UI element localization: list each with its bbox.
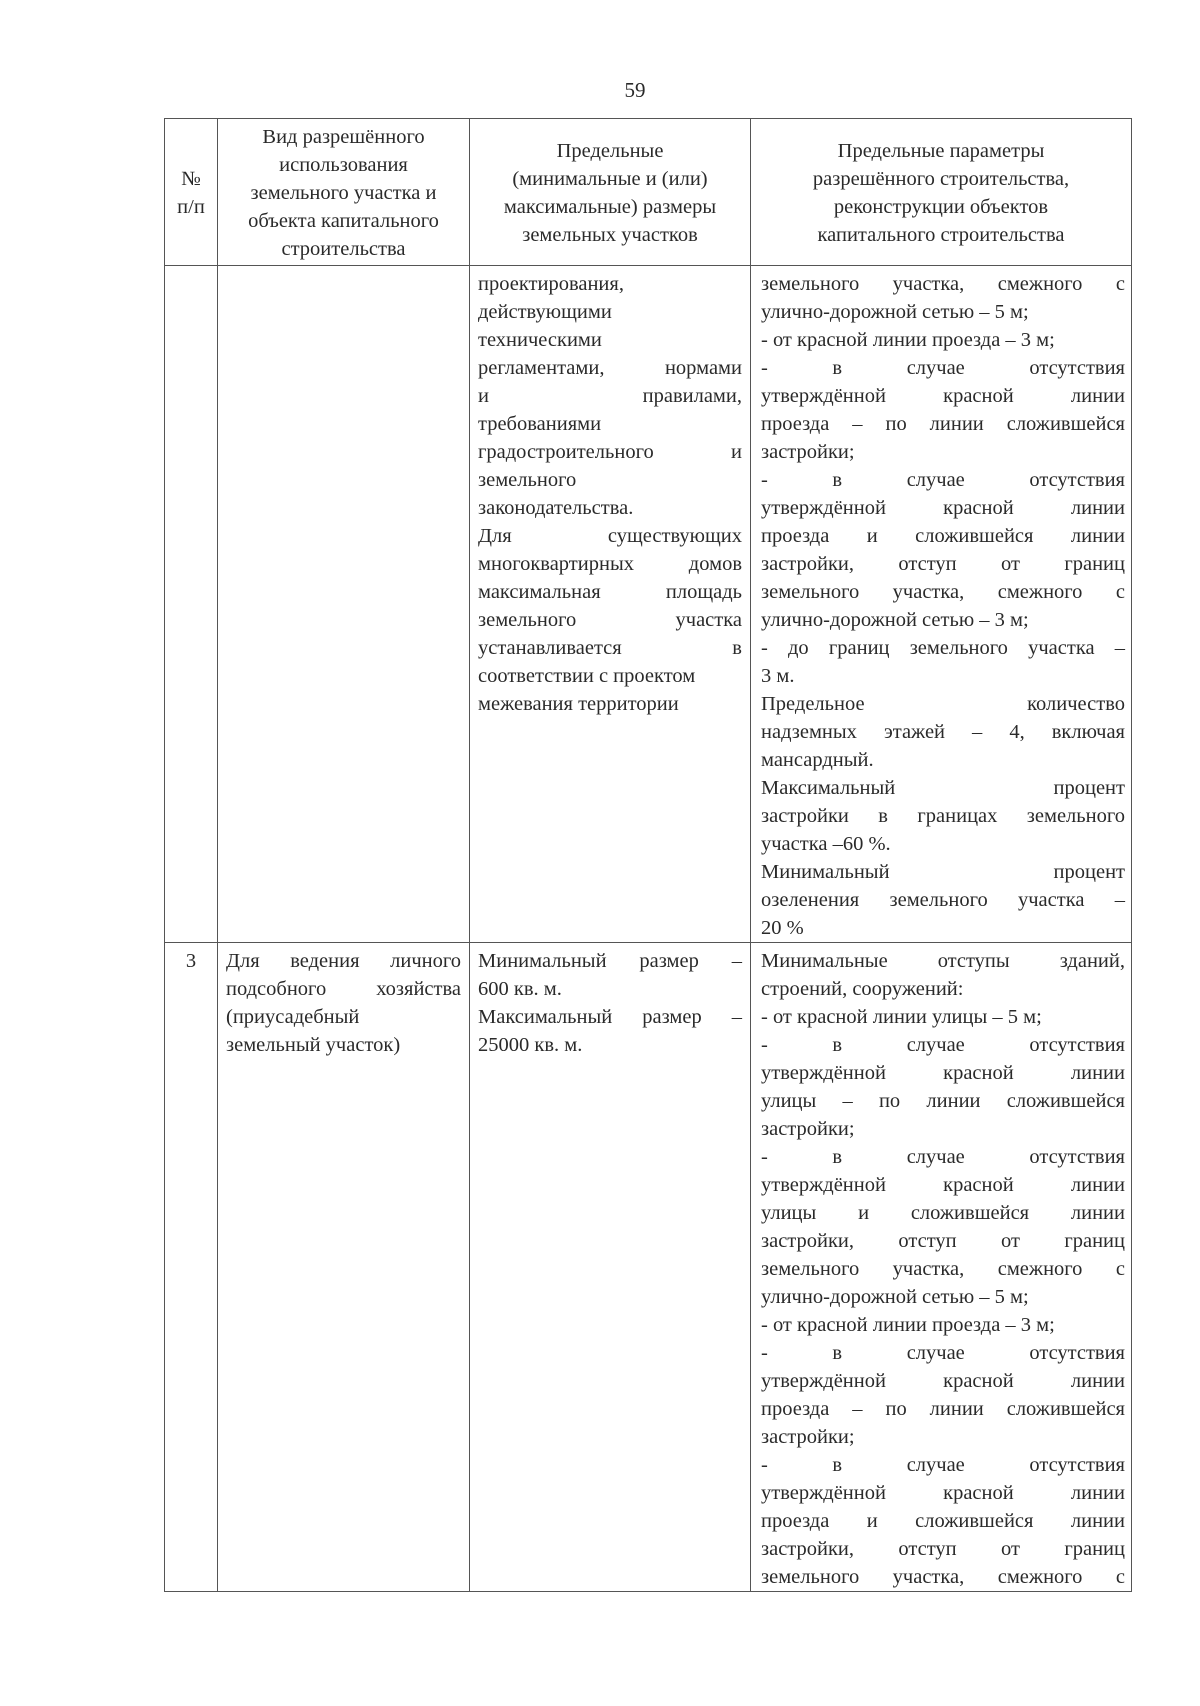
cell-line: проезда и сложившейся линии: [761, 1510, 1125, 1532]
cell-line: градостроительного и: [478, 441, 742, 463]
table-row: [165, 943, 1132, 1592]
cell-line: максимальная площадь: [478, 581, 742, 603]
cell-line: застройки в границах земельного: [761, 805, 1125, 827]
cell-line: - в случае отсутствия: [761, 1034, 1125, 1056]
cell-line: утверждённой красной линии: [761, 385, 1125, 407]
cell-line: улицы и сложившейся линии: [761, 1202, 1125, 1224]
cell-line: застройки, отступ от границ: [761, 1538, 1125, 1560]
cell-line: 600 кв. м.: [478, 978, 562, 1000]
header-line: земельного участка и: [250, 182, 437, 204]
cell-line: - в случае отсутствия: [761, 469, 1125, 491]
cell-line: требованиями: [478, 413, 602, 435]
cell-line: застройки;: [761, 1118, 855, 1140]
cell-line: законодательства.: [478, 497, 634, 519]
header-line: №: [181, 168, 201, 190]
cell-line: утверждённой красной линии: [761, 1482, 1125, 1504]
cell-number: [165, 266, 218, 943]
cell-line: застройки, отступ от границ: [761, 1230, 1125, 1252]
cell-line: участка –60 %.: [761, 833, 891, 855]
cell-line: улично-дорожной сетью – 5 м;: [761, 301, 1029, 323]
cell-line: Минимальный процент: [761, 861, 1125, 883]
header-line: максимальные) размеры: [503, 196, 717, 218]
cell-lines: [218, 266, 469, 270]
header-line: строительства: [281, 238, 406, 260]
cell-line: регламентами, нормами: [478, 357, 742, 379]
cell-line: утверждённой красной линии: [761, 1062, 1125, 1084]
cell-text: 3: [185, 950, 197, 972]
cell-line: устанавливается в: [478, 637, 742, 659]
cell-line: строений, сооружений:: [761, 978, 964, 1000]
cell-line: - от красной линии улицы – 5 м;: [761, 1006, 1042, 1028]
cell-land-use-type: [218, 943, 470, 1592]
cell-line: земельного участка: [478, 609, 742, 631]
cell-line: - в случае отсутствия: [761, 1146, 1125, 1168]
cell-line: подсобного хозяйства: [226, 978, 461, 1000]
cell-line: соответствии с проектом: [478, 665, 696, 687]
header-line: Вид разрешённого: [262, 126, 425, 148]
cell-line: мансардный.: [761, 749, 874, 771]
cell-line: проезда и сложившейся линии: [761, 525, 1125, 547]
cell-line: Для существующих: [478, 525, 742, 547]
cell-line: и правилами,: [478, 385, 742, 407]
cell-line: Максимальный процент: [761, 777, 1125, 799]
table-row: [165, 266, 1132, 943]
cell-line: Предельное количество: [761, 693, 1125, 715]
cell-line: утверждённой красной линии: [761, 1174, 1125, 1196]
cell-line: Максимальный размер –: [478, 1006, 742, 1028]
cell-line: - в случае отсутствия: [761, 1454, 1125, 1476]
regulations-table: [164, 118, 1132, 1592]
header-construction-params: [751, 119, 1132, 266]
header-number: [165, 119, 218, 266]
cell-line: Минимальные отступы зданий,: [761, 950, 1125, 972]
cell-line: - до границ земельного участка –: [761, 637, 1125, 659]
cell-number: [165, 943, 218, 1592]
cell-line: застройки;: [761, 441, 855, 463]
cell-line: Минимальный размер –: [478, 950, 742, 972]
cell-line: улично-дорожной сетью – 5 м;: [761, 1286, 1029, 1308]
table-header-row: [165, 119, 1132, 266]
header-land-use-type: [218, 119, 470, 266]
cell-line: земельного участка, смежного с: [761, 1566, 1125, 1588]
header-line: использования: [279, 154, 408, 176]
cell-line: улицы – по линии сложившейся: [761, 1090, 1125, 1112]
cell-line: застройки, отступ от границ: [761, 553, 1125, 575]
cell-line: надземных этажей – 4, включая: [761, 721, 1125, 743]
header-line: п/п: [177, 196, 205, 218]
cell-plot-sizes: [470, 266, 751, 943]
cell-line: проезда – по линии сложившейся: [761, 413, 1125, 435]
cell-line: 3 м.: [761, 665, 795, 687]
cell-line: техническими: [478, 329, 602, 351]
cell-construction-params: [751, 943, 1132, 1592]
cell-line: земельного участка, смежного с: [761, 1258, 1125, 1280]
cell-line: межевания территории: [478, 693, 679, 715]
cell-line: Для ведения личного: [226, 950, 461, 972]
cell-line: земельный участок): [226, 1034, 401, 1056]
page-number: 59: [624, 78, 646, 102]
header-line: Предельные: [556, 140, 664, 162]
header-line: объекта капитального: [248, 210, 439, 232]
cell-plot-sizes: [470, 943, 751, 1592]
header-line: Предельные параметры: [837, 140, 1045, 162]
cell-line: утверждённой красной линии: [761, 1370, 1125, 1392]
cell-line: 20 %: [761, 917, 804, 939]
header-line: (минимальные и (или): [512, 168, 708, 190]
cell-line: действующими: [478, 301, 612, 323]
cell-line: земельного: [478, 469, 577, 491]
cell-line: утверждённой красной линии: [761, 497, 1125, 519]
header-line: земельных участков: [522, 224, 698, 246]
cell-line: проезда – по линии сложившейся: [761, 1398, 1125, 1420]
cell-lines: [470, 266, 750, 718]
cell-text: [165, 266, 217, 270]
cell-line: (приусадебный: [226, 1006, 360, 1028]
cell-line: - в случае отсутствия: [761, 357, 1125, 379]
header-line: капитального строительства: [817, 224, 1065, 246]
cell-line: многоквартирных домов: [478, 553, 742, 575]
cell-construction-params: [751, 266, 1132, 943]
cell-lines: [218, 943, 469, 1059]
cell-line: земельного участка, смежного с: [761, 273, 1125, 295]
cell-line: озеленения земельного участка –: [761, 889, 1125, 911]
cell-line: улично-дорожной сетью – 3 м;: [761, 609, 1029, 631]
cell-lines: [470, 943, 750, 1059]
cell-line: - от красной линии проезда – 3 м;: [761, 1314, 1055, 1336]
cell-line: застройки;: [761, 1426, 855, 1448]
cell-line: - в случае отсутствия: [761, 1342, 1125, 1364]
header-line: реконструкции объектов: [833, 196, 1049, 218]
header-plot-sizes: [470, 119, 751, 266]
cell-line: земельного участка, смежного с: [761, 581, 1125, 603]
cell-lines: [751, 943, 1131, 1591]
cell-line: проектирования,: [478, 273, 624, 295]
cell-line: - от красной линии проезда – 3 м;: [761, 329, 1055, 351]
cell-lines: [751, 266, 1131, 942]
header-line: разрешённого строительства,: [812, 168, 1070, 190]
cell-line: 25000 кв. м.: [478, 1034, 583, 1056]
cell-land-use-type: [218, 266, 470, 943]
